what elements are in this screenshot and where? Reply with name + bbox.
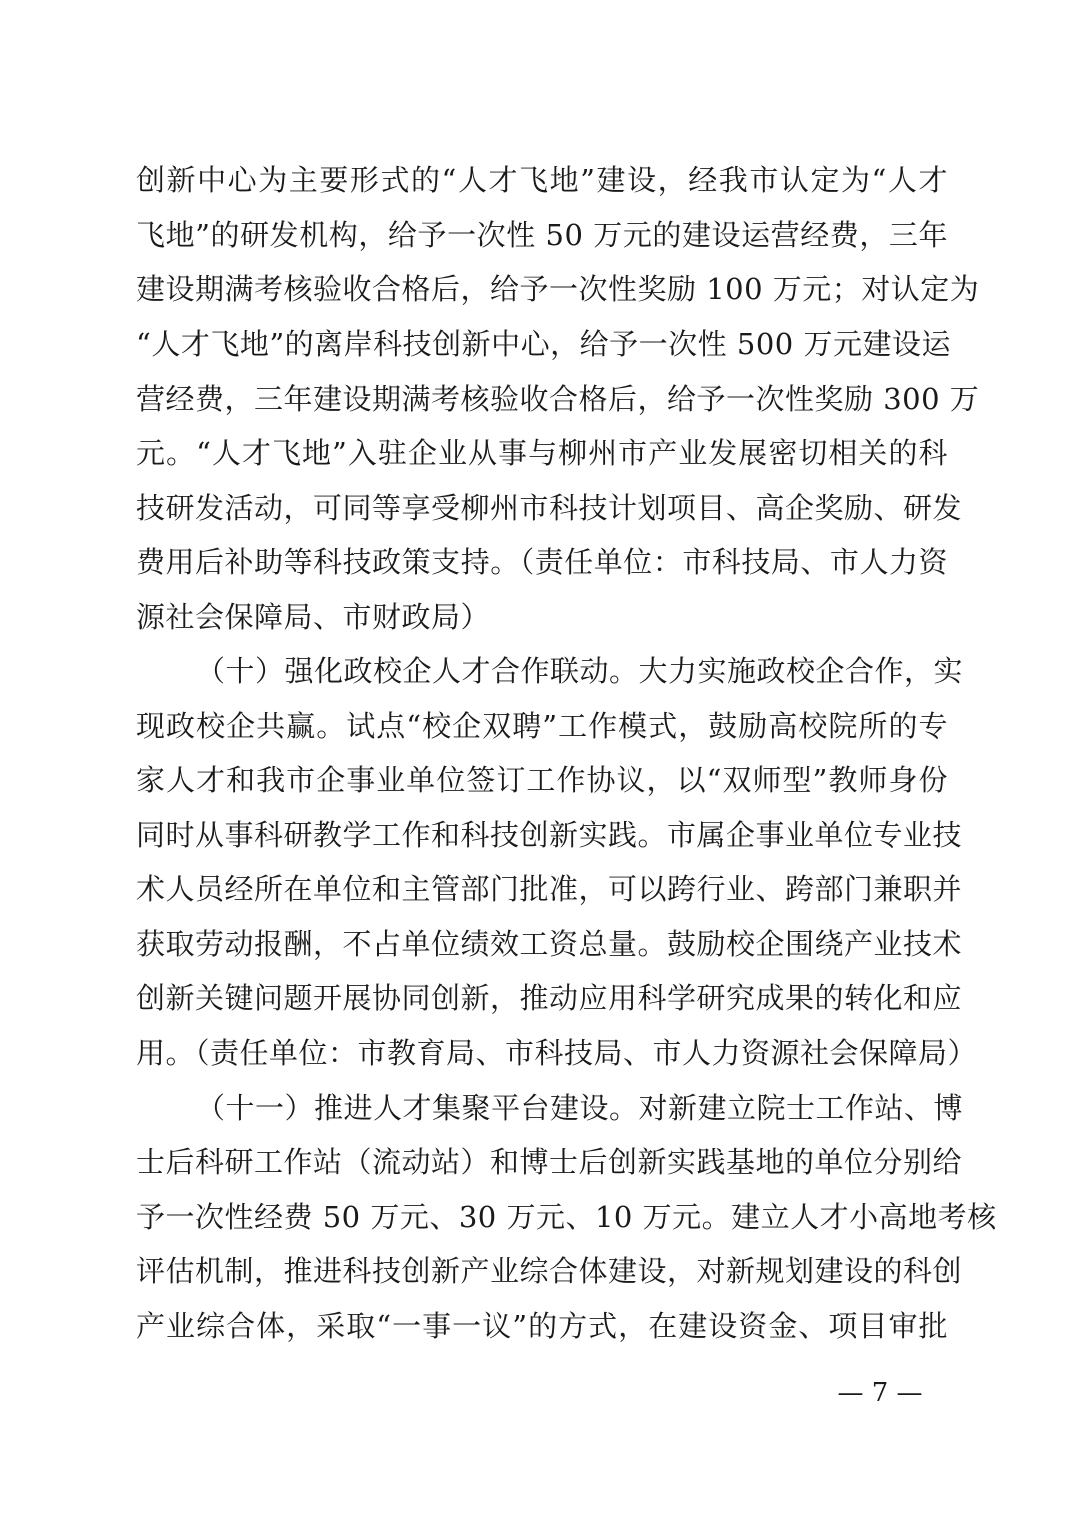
- body-text-line: 营经费，三年建设期满考核验收合格后，给予一次性奖励 300 万: [136, 382, 980, 416]
- body-text-line: 用。（责任单位：市教育局、市科技局、市人力资源社会保障局）: [136, 1036, 978, 1070]
- body-text-line: 产业综合体，采取“一事一议”的方式，在建设资金、项目审批: [136, 1309, 948, 1343]
- body-text-line: 同时从事科研教学工作和科技创新实践。市属企事业单位专业技: [136, 818, 963, 852]
- body-text-line: 创新关键问题开展协同创新，推动应用科学研究成果的转化和应: [136, 981, 963, 1015]
- body-text-line: 士后科研工作站（流动站）和博士后创新实践基地的单位分别给: [136, 1145, 963, 1179]
- body-text-line: 费用后补助等科技政策支持。（责任单位：市科技局、市人力资: [136, 545, 948, 579]
- section-heading-line: （十一）推进人才集聚平台建设。对新建立院士工作站、博: [196, 1091, 964, 1125]
- body-text-line: 元。“人才飞地”入驻企业从事与柳州市产业发展密切相关的科: [136, 436, 948, 470]
- body-text-line: 术人员经所在单位和主管部门批准，可以跨行业、跨部门兼职并: [136, 872, 963, 906]
- section-heading-line: （十）强化政校企人才合作联动。大力实施政校企合作，实: [196, 654, 964, 688]
- body-text-line: 技研发活动，可同等享受柳州市科技计划项目、高企奖励、研发: [136, 491, 963, 525]
- body-text-line: 现政校企共赢。试点“校企双聘”工作模式，鼓励高校院所的专: [136, 709, 948, 743]
- body-text-line: “人才飞地”的离岸科技创新中心，给予一次性 500 万元建设运: [136, 327, 951, 361]
- page-number: — 7 —: [837, 1378, 923, 1408]
- body-text-line: 评估机制，推进科技创新产业综合体建设，对新规划建设的科创: [136, 1254, 963, 1288]
- body-text-line: 创新中心为主要形式的“人才飞地”建设，经我市认定为“人才: [136, 163, 948, 197]
- body-text-line: 获取劳动报酬，不占单位绩效工资总量。鼓励校企围绕产业技术: [136, 927, 963, 961]
- body-text-line: 家人才和我市企事业单位签订工作协议，以“双师型”教师身份: [136, 763, 948, 797]
- body-text-line: 飞地”的研发机构，给予一次性 50 万元的建设运营经费，三年: [136, 218, 948, 252]
- body-text-line: 予一次性经费 50 万元、30 万元、10 万元。建立人才小高地考核: [136, 1200, 997, 1234]
- body-text-line: 源社会保障局、市财政局）: [136, 600, 491, 634]
- body-text-line: 建设期满考核验收合格后，给予一次性奖励 100 万元；对认定为: [136, 272, 980, 306]
